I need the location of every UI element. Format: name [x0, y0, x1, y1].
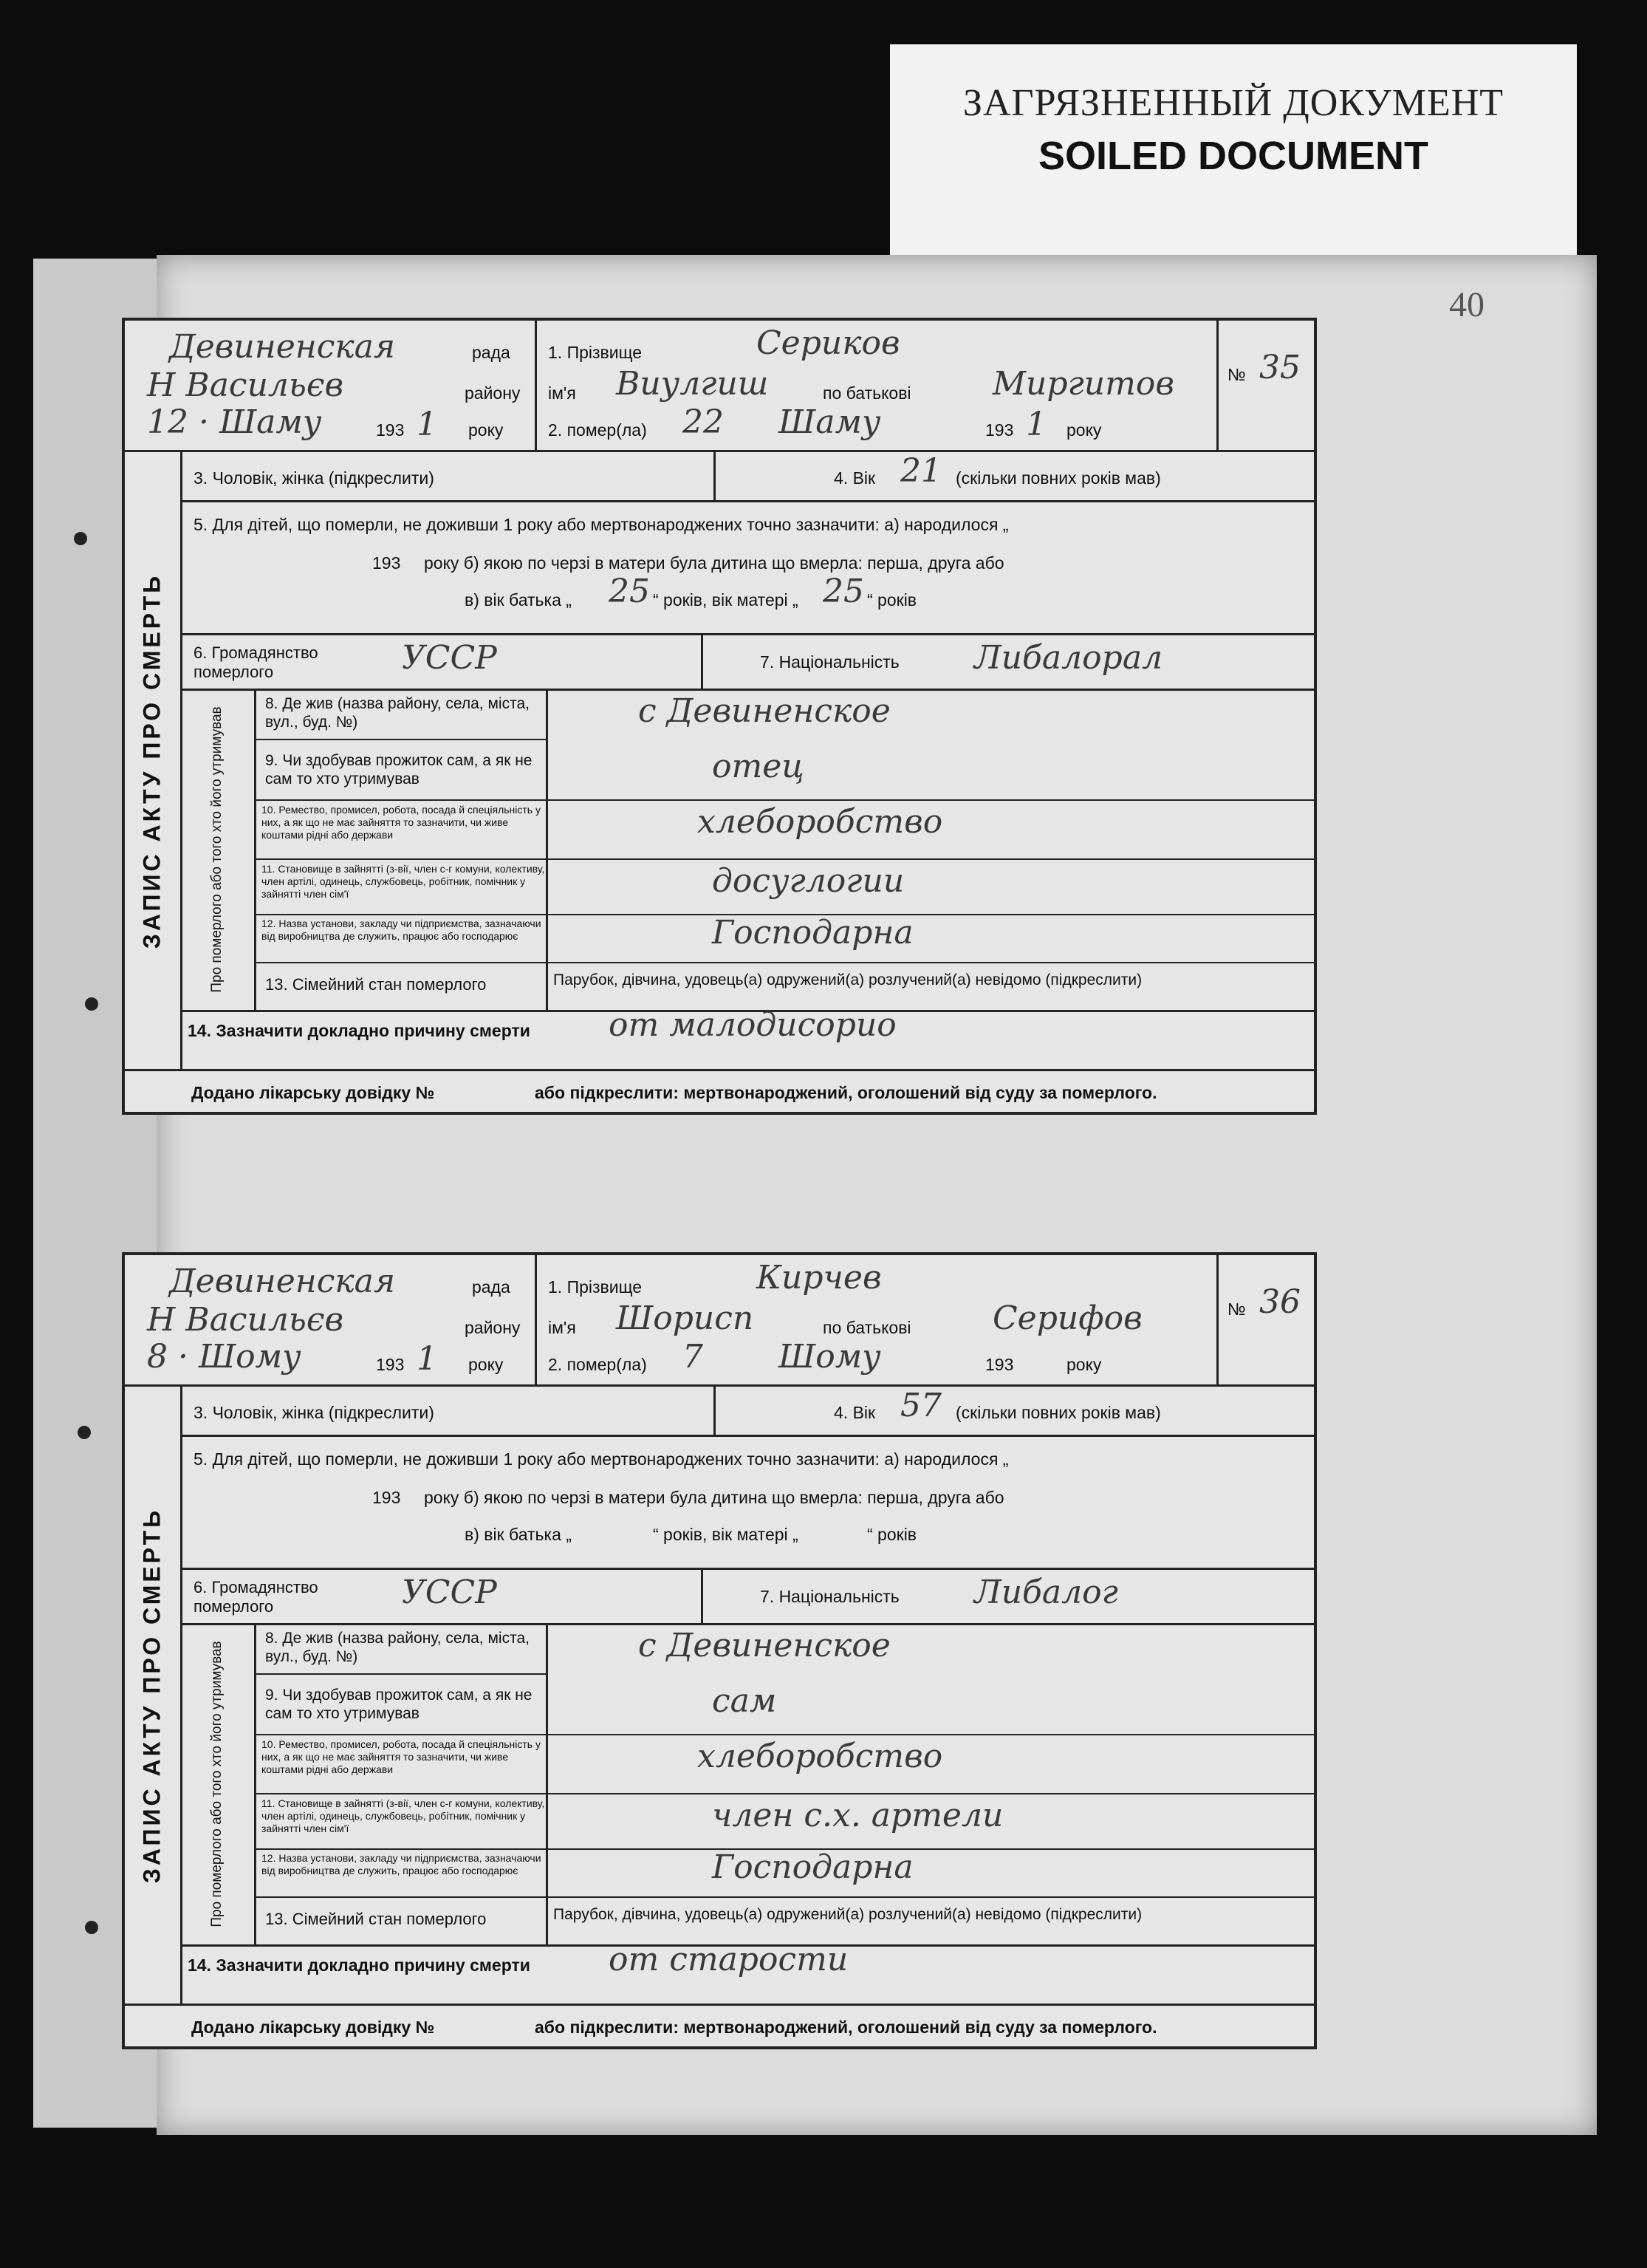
- q8-label: 8. Де жив (назва району, села, міста, вул., буд. №): [265, 1630, 530, 1665]
- number-label: №: [1227, 365, 1246, 384]
- personal-subsidebar-label: Про померлого або того хто його утримував: [209, 706, 225, 993]
- row-group-personal: [180, 1623, 1314, 1947]
- record-sidebar-title: ЗАПИС АКТУ ПРО СМЕРТЬ: [138, 1507, 165, 1883]
- year-handwritten: 1: [417, 1340, 437, 1378]
- name-handwritten: Шорисп: [616, 1299, 754, 1337]
- children-line3b: “ років, вік матері „: [653, 1525, 798, 1544]
- date-handwritten: 12 · Шаму: [147, 403, 322, 441]
- header-location-col: [125, 321, 537, 450]
- number-label: №: [1227, 1299, 1246, 1319]
- sex-label: 3. Чоловік, жінка (підкреслити): [194, 1403, 434, 1422]
- form-body: [125, 452, 1314, 1069]
- q9-label: 9. Чи здобував прожиток сам, а як не сам то хто утримував: [265, 1687, 533, 1722]
- binding-hole: [78, 1426, 91, 1439]
- age-handwritten: 57: [900, 1387, 942, 1424]
- record-sidebar-title: ЗАПИС АКТУ ПРО СМЕРТЬ: [138, 573, 165, 949]
- header-location-col: [125, 1255, 537, 1384]
- label-russian: ЗАГРЯЗНЕННЫЙ ДОКУМЕНТ: [962, 82, 1504, 124]
- binding-hole: [74, 532, 87, 545]
- patronymic-handwritten: Миргитов: [993, 365, 1174, 403]
- q13-options: Парубок, дівчина, удовець(а) одружений(а) розлучений(а) невідомо (підкреслити): [553, 1906, 1143, 1923]
- row-divider: [713, 1387, 716, 1435]
- row-divider: [701, 633, 703, 689]
- header-person-col: [535, 321, 1216, 450]
- row-citizenship: [180, 633, 1314, 691]
- q9-handwritten: отец: [712, 748, 804, 785]
- rayon-handwritten: Н Васильєв: [147, 366, 344, 404]
- row-divider: [701, 1568, 703, 1623]
- q11-label: 11. Становище в зайнятті (з-вії, член с-г комуни, колективу, член артілі, одинець, службовець, робітник, помічник у зайнятті член сім'ї: [261, 1797, 545, 1834]
- citizenship-handwritten: УССР: [402, 1574, 497, 1611]
- q-divider: [254, 739, 546, 740]
- footer-label: Додано лікарську довідку №: [191, 1083, 435, 1102]
- form-footer: [125, 1069, 1314, 1112]
- died-day-handwritten: 22: [682, 403, 724, 441]
- died-roku-label: року: [1066, 420, 1102, 440]
- surname-label: 1. Прізвище: [548, 1277, 643, 1297]
- personal-subsidebar-label: Про померлого або того хто його утримував: [209, 1640, 225, 1927]
- q14-label: 14. Зазначити докладно причину смерти: [188, 1956, 530, 1975]
- children-line2: року б) якою по черзі в матери була дитина що вмерла: перша, друга або: [424, 553, 1004, 573]
- citizenship-label: 6. Громадянство померлого: [194, 643, 318, 681]
- father-age-handwritten: 25: [609, 573, 650, 610]
- q13-label: 13. Сімейний стан померлого: [265, 1910, 487, 1928]
- q11-label: 11. Становище в зайнятті (з-вії, член с-г комуни, колективу, член артілі, одинець, службовець, робітник, помічник у зайнятті член сім'ї: [261, 863, 545, 900]
- died-day-handwritten: 7: [682, 1338, 703, 1376]
- q10-handwritten: хлеборобство: [697, 803, 943, 841]
- q9-label: 9. Чи здобував прожиток сам, а як не сам то хто утримував: [265, 752, 533, 788]
- children-line2: року б) якою по черзі в матери була дитина що вмерла: перша, друга або: [424, 1488, 1004, 1507]
- q14-handwritten: от старости: [609, 1941, 849, 1978]
- number-handwritten: 35: [1259, 349, 1301, 386]
- personal-subsidebar: [180, 1623, 256, 1944]
- patronymic-label: по батькові: [823, 383, 911, 403]
- q12-label: 12. Назва установи, закладу чи підприємства, зазначаючи від виробництва де служить, працює або господарює: [261, 918, 541, 942]
- age-label: 4. Вік: [834, 468, 876, 488]
- patronymic-label: по батькові: [823, 1318, 911, 1337]
- died-label: 2. помер(ла): [548, 1355, 647, 1374]
- roku-label: року: [468, 1355, 504, 1374]
- header-number-col: [1216, 1255, 1316, 1384]
- q14-handwritten: от малодисорио: [609, 1006, 897, 1044]
- rayon-handwritten: Н Васильєв: [147, 1301, 344, 1339]
- form-header: [125, 321, 1314, 452]
- row-group-personal: [180, 689, 1314, 1012]
- nationality-handwritten: Либалог: [974, 1574, 1118, 1611]
- footer-label-2: або підкреслити: мертвонароджений, оголошений від суду за померлого.: [535, 1083, 1157, 1102]
- died-year-handwritten: 1: [1026, 406, 1047, 443]
- died-month-handwritten: Шаму: [778, 403, 881, 441]
- q8-handwritten: с Девиненское: [638, 692, 891, 730]
- form-body: [125, 1387, 1314, 2004]
- children-line1: 5. Для дітей, що померли, не доживши 1 року або мертвонароджених точно зазначити: а) народилося „: [194, 515, 1009, 534]
- children-line3b: “ років, вік матері „: [653, 590, 798, 609]
- age-handwritten: 21: [900, 452, 942, 490]
- children-line3: в) вік батька „: [465, 1525, 572, 1544]
- q12-handwritten: Господарна: [712, 1848, 914, 1886]
- name-label: ім'я: [548, 383, 576, 403]
- q-divider: [254, 799, 1314, 801]
- q11-handwritten: член с.х. артели: [712, 1797, 1004, 1834]
- header-number-col: [1216, 321, 1316, 450]
- row-children: [180, 1435, 1314, 1570]
- q-divider: [254, 962, 1314, 963]
- rada-handwritten: Девиненская: [169, 1263, 396, 1300]
- number-handwritten: 36: [1259, 1283, 1301, 1321]
- q-divider: [254, 858, 1314, 860]
- year-printed: 193: [376, 420, 405, 440]
- age-suffix: (скільки повних років мав): [956, 468, 1161, 488]
- name-label: ім'я: [548, 1318, 576, 1337]
- children-line3c: “ років: [867, 1525, 917, 1544]
- q12-label: 12. Назва установи, закладу чи підприємства, зазначаючи від виробництва де служить, працює або господарює: [261, 1852, 541, 1876]
- record-rows: [180, 452, 1314, 1069]
- nationality-label: 7. Національність: [760, 652, 900, 672]
- q-divider: [254, 1793, 1314, 1794]
- form-footer: [125, 2004, 1314, 2046]
- q13-label: 13. Сімейний стан померлого: [265, 975, 487, 994]
- binding-hole: [85, 1921, 98, 1934]
- name-handwritten: Виулгиш: [616, 365, 769, 403]
- row-sex-age: [180, 452, 1314, 502]
- death-record-form-2: [122, 1252, 1317, 2049]
- row-divider: [713, 452, 716, 500]
- patronymic-handwritten: Серифов: [993, 1299, 1143, 1337]
- roku-label: року: [468, 420, 504, 440]
- children-line1: 5. Для дітей, що померли, не доживши 1 року або мертвонароджених точно зазначити: а) народилося „: [194, 1449, 1009, 1469]
- died-year-printed: 193: [985, 420, 1014, 440]
- q10-label: 10. Ремество, промисел, робота, посада й спеціяльність у них, а як що не має зайняття то зазначити, чи живе коштами рідні або держави: [261, 804, 541, 841]
- q-divider: [254, 1734, 1314, 1735]
- row-cause: [180, 1941, 1314, 2004]
- soiled-document-label: [890, 44, 1577, 262]
- citizenship-label: 6. Громадянство померлого: [194, 1578, 318, 1616]
- surname-label: 1. Прізвище: [548, 343, 643, 362]
- q8-handwritten: с Девиненское: [638, 1627, 891, 1664]
- q13-options: Парубок, дівчина, удовець(а) одружений(а) розлучений(а) невідомо (підкреслити): [553, 971, 1143, 988]
- surname-handwritten: Сериков: [756, 324, 900, 362]
- q9-handwritten: сам: [712, 1682, 777, 1720]
- q14-label: 14. Зазначити докладно причину смерти: [188, 1021, 530, 1040]
- header-person-col: [535, 1255, 1216, 1384]
- rada-label: рада: [472, 1277, 510, 1297]
- record-sidebar: [125, 1387, 182, 2004]
- q-divider: [254, 1896, 1314, 1898]
- row-citizenship: [180, 1568, 1314, 1625]
- q8-label: 8. Де жив (назва району, села, міста, вул., буд. №): [265, 695, 530, 731]
- rada-handwritten: Девиненская: [169, 328, 396, 366]
- mother-age-handwritten: 25: [823, 573, 864, 610]
- children-year: 193: [372, 1488, 401, 1507]
- nationality-label: 7. Національність: [760, 1587, 900, 1606]
- q12-handwritten: Господарна: [712, 914, 914, 952]
- q10-label: 10. Ремество, промисел, робота, посада й спеціяльність у них, а як що не має зайняття то зазначити, чи живе коштами рідні або держави: [261, 1738, 541, 1775]
- age-suffix: (скільки повних років мав): [956, 1403, 1161, 1422]
- footer-label: Додано лікарську довідку №: [191, 2018, 435, 2037]
- q10-handwritten: хлеборобство: [697, 1738, 943, 1775]
- citizenship-handwritten: УССР: [402, 639, 497, 677]
- died-year-printed: 193: [985, 1355, 1014, 1374]
- personal-subsidebar: [180, 689, 256, 1010]
- children-line3: в) вік батька „: [465, 590, 572, 609]
- rada-label: рада: [472, 343, 510, 362]
- binding-hole: [85, 997, 98, 1011]
- record-sidebar: [125, 452, 182, 1069]
- label-english: SOILED DOCUMENT: [1038, 134, 1428, 178]
- rayon-label: району: [465, 383, 521, 403]
- sex-label: 3. Чоловік, жінка (підкреслити): [194, 468, 434, 488]
- year-handwritten: 1: [417, 406, 437, 443]
- page-number: 40: [1449, 285, 1485, 324]
- q-divider: [254, 1673, 546, 1675]
- died-month-handwritten: Шому: [778, 1338, 881, 1376]
- form-header: [125, 1255, 1314, 1387]
- row-cause: [180, 1006, 1314, 1069]
- death-record-form-1: [122, 318, 1317, 1115]
- record-rows: [180, 1387, 1314, 2004]
- rayon-label: району: [465, 1318, 521, 1337]
- row-children: [180, 500, 1314, 635]
- died-label: 2. помер(ла): [548, 420, 647, 440]
- q11-handwritten: досуглогии: [712, 862, 905, 900]
- surname-handwritten: Кирчев: [756, 1259, 882, 1297]
- date-handwritten: 8 · Шому: [147, 1338, 301, 1376]
- died-roku-label: року: [1066, 1355, 1102, 1374]
- children-year: 193: [372, 553, 401, 573]
- children-line3c: “ років: [867, 590, 917, 609]
- footer-label-2: або підкреслити: мертвонароджений, оголошений від суду за померлого.: [535, 2018, 1157, 2037]
- age-label: 4. Вік: [834, 1403, 876, 1422]
- year-printed: 193: [376, 1355, 405, 1374]
- nationality-handwritten: Либалорал: [974, 639, 1163, 677]
- row-sex-age: [180, 1387, 1314, 1437]
